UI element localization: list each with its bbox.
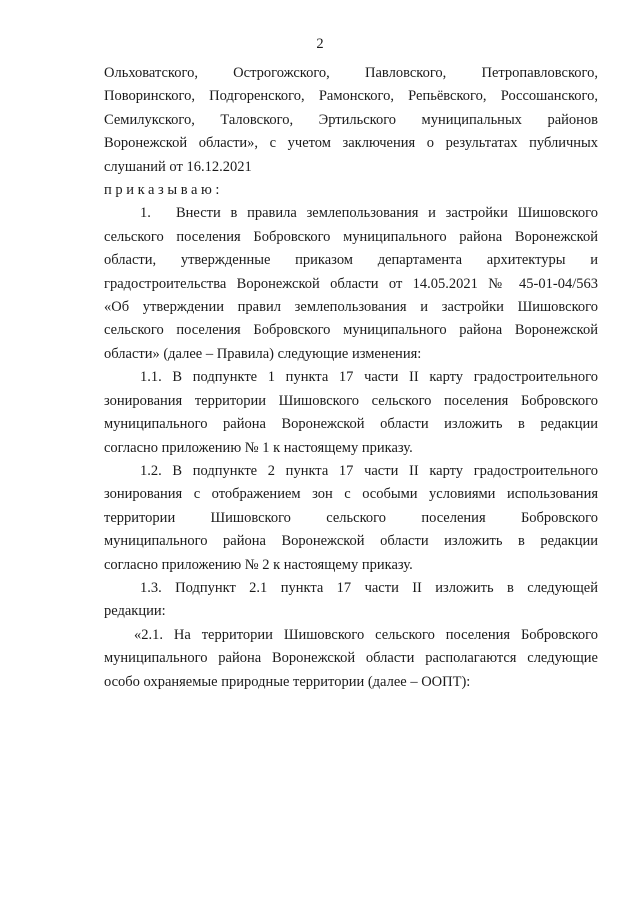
text-line: области» (далее – Правила) следующие изменения: xyxy=(104,345,422,362)
text-line: Ольховатского, Острогожского, Павловского, Петропавловского, xyxy=(104,65,598,81)
text-line: сельского поселения Бобровского муниципального района Воронежской xyxy=(104,322,598,339)
text-line: территории Шишовского сельского поселения Бобровского xyxy=(104,509,598,526)
text-line: зонирования территории Шишовского сельского поселения Бобровского xyxy=(104,392,598,409)
document-body xyxy=(104,62,598,694)
clause-number: 1. xyxy=(140,205,151,222)
subclause-1-2-line: 1.2. В подпункте 2 пункта 17 части II карту градостроительного xyxy=(140,462,598,479)
text-line: муниципального района Воронежской области изложить в редакции xyxy=(104,416,598,433)
text-line: «Об утверждении правил землепользования и застройки Шишовского xyxy=(104,299,598,316)
text-line: Семилукского, Таловского, Эртильского муниципальных районов xyxy=(104,111,598,128)
clause-text: Внести в правила землепользования и застройки Шишовского xyxy=(176,205,598,222)
text-line: редакции: xyxy=(104,603,166,620)
text-line: согласно приложению № 2 к настоящему приказу. xyxy=(104,556,413,573)
text-line: согласно приложению № 1 к настоящему приказу. xyxy=(104,439,413,456)
subclause-1-3-line: 1.3. Подпункт 2.1 пункта 17 части II изложить в следующей xyxy=(140,579,598,596)
text-line: муниципального района Воронежской области располагаются следующие xyxy=(104,650,598,667)
text-line: зонирования с отображением зон с особыми условиями использования xyxy=(104,486,598,503)
text-line: Поворинского, Подгоренского, Рамонского, Репьёвского, Россошанского, xyxy=(104,88,598,105)
text-line: слушаний от 16.12.2021 xyxy=(104,158,252,175)
text-line: градостроительства Воронежской области от 14.05.2021 № 45-01-04/563 xyxy=(104,275,598,292)
text-line: области, утвержденные приказом департамента архитектуры и xyxy=(104,252,598,269)
clause-1-line xyxy=(104,202,598,225)
order-word: приказываю: xyxy=(104,182,224,199)
quote-2-1-line: «2.1. На территории Шишовского сельского поселения Бобровского xyxy=(134,626,598,643)
text-line: Воронежской области», с учетом заключения о результатах публичных xyxy=(104,135,598,152)
text-line: особо охраняемые природные территории (далее – ООПТ): xyxy=(104,673,471,690)
subclause-1-1-line: 1.1. В подпункте 1 пункта 17 части II карту градостроительного xyxy=(140,369,598,386)
text-line: муниципального района Воронежской области изложить в редакции xyxy=(104,533,598,550)
page-number: 2 xyxy=(316,36,324,52)
text-line: сельского поселения Бобровского муниципального района Воронежской xyxy=(104,228,598,245)
